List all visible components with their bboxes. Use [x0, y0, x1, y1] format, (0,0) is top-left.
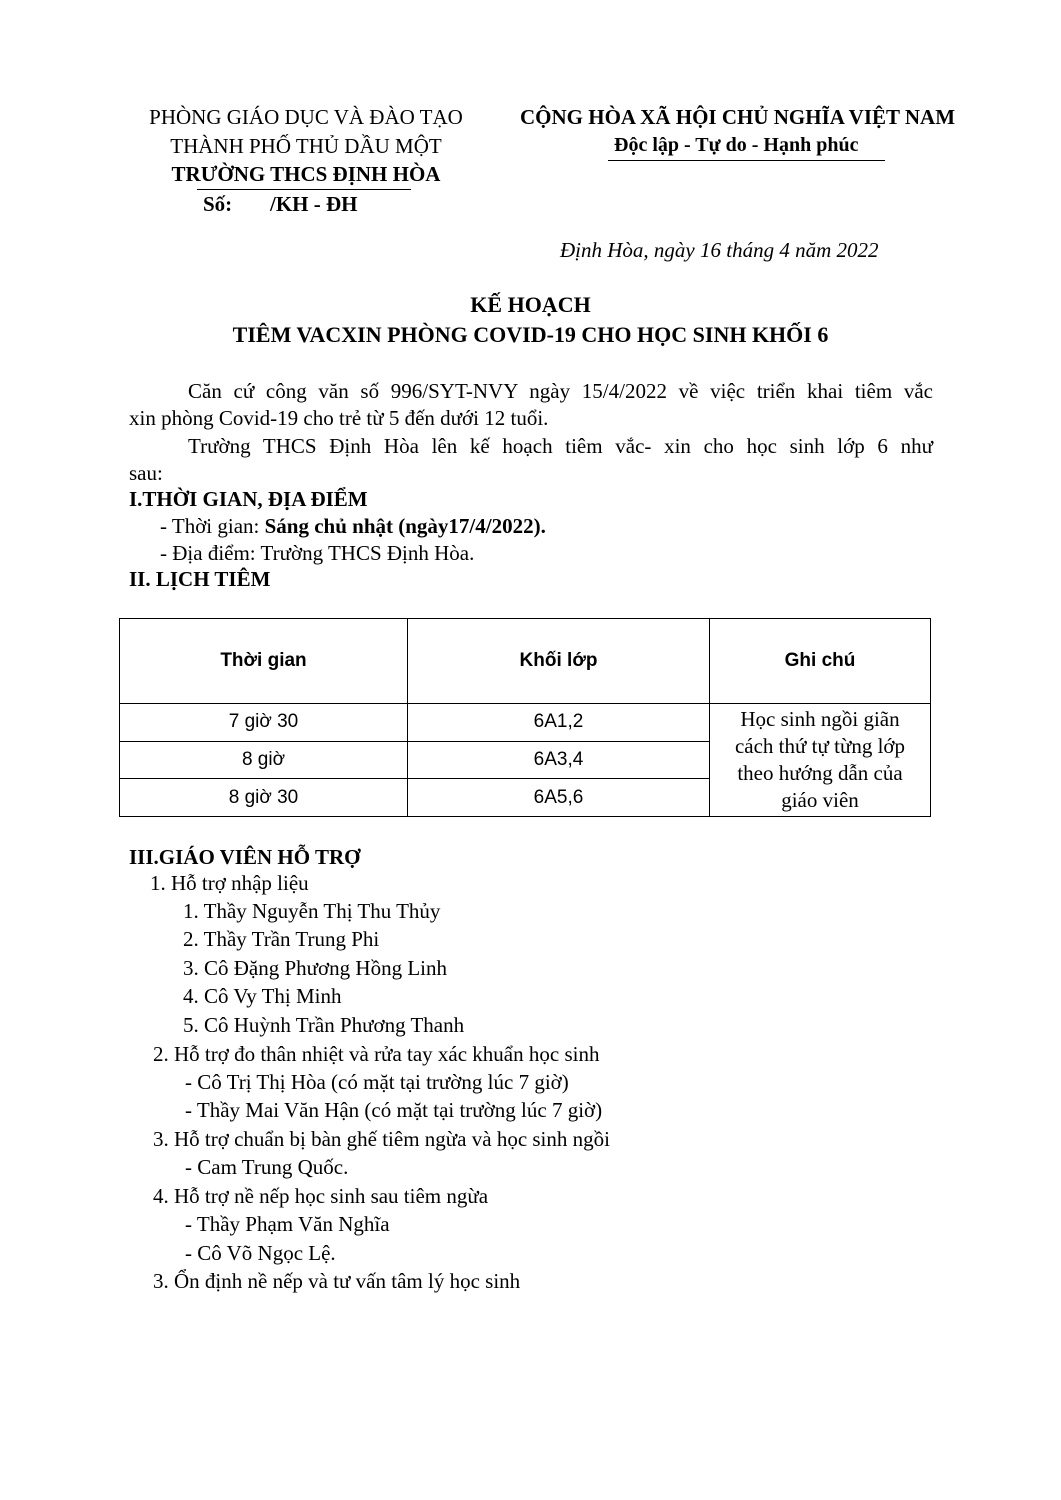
- header-time: Thời gian: [120, 619, 408, 704]
- city-name: THÀNH PHỐ THỦ DẦU MỘT: [170, 134, 442, 158]
- row-note: Học sinh ngồi giãn cách thứ tự từng lớp theo hướng dẫn của giáo viên: [710, 704, 931, 817]
- list-item: - Cô Võ Ngọc Lệ.: [185, 1241, 336, 1265]
- list-item: 2. Thầy Trần Trung Phi: [183, 927, 380, 951]
- task-item: 3. Ổn định nề nếp và tư vấn tâm lý học sinh: [153, 1269, 521, 1293]
- intro-p2-line1: Trường THCS Định Hòa lên kế hoạch tiêm vắc- xin cho học sinh lớp 6 như: [188, 434, 933, 458]
- section-1-time: [160, 514, 546, 539]
- doc-number-value: /KH - ĐH: [270, 192, 358, 216]
- row-class: 6A1,2: [408, 704, 710, 742]
- department-name: PHÒNG GIÁO DỤC VÀ ĐÀO TẠO: [149, 105, 463, 129]
- list-item: - Thầy Phạm Văn Nghĩa: [185, 1212, 390, 1236]
- row-time: 8 giờ: [120, 741, 408, 779]
- task-item: 2. Hỗ trợ đo thân nhiệt và rửa tay xác khuẩn học sinh: [153, 1042, 600, 1066]
- intro-p2-line2: sau:: [129, 461, 163, 485]
- table-row: [120, 704, 931, 742]
- doc-number-label: Số:: [203, 192, 233, 216]
- time-value: Sáng chủ nhật (ngày17/4/2022).: [264, 514, 546, 538]
- section-1-place: - Địa điểm: Trường THCS Định Hòa.: [160, 541, 475, 565]
- intro-p1-line1: Căn cứ công văn số 996/SYT-NVY ngày 15/4/2022 về việc triển khai tiêm vắc: [188, 379, 933, 403]
- date-line: Định Hòa, ngày 16 tháng 4 năm 2022: [560, 238, 879, 262]
- section-3-heading: III.GIÁO VIÊN HỖ TRỢ: [129, 845, 361, 869]
- title-line-2: TIÊM VACXIN PHÒNG COVID-19 CHO HỌC SINH KHỐI 6: [232, 322, 829, 347]
- task-item: 4. Hỗ trợ nề nếp học sinh sau tiêm ngừa: [153, 1184, 489, 1208]
- list-item: 1. Thầy Nguyễn Thị Thu Thủy: [183, 899, 441, 923]
- list-item: 4. Cô Vy Thị Minh: [183, 984, 342, 1008]
- intro-p1-line2: xin phòng Covid-19 cho trẻ từ 5 đến dưới 12 tuổi.: [129, 406, 549, 430]
- section-2-heading: II. LỊCH TIÊM: [129, 567, 271, 591]
- row-class: 6A5,6: [408, 779, 710, 817]
- row-time: 7 giờ 30: [120, 704, 408, 742]
- school-name: TRƯỜNG THCS ĐỊNH HÒA: [171, 162, 441, 186]
- list-item: 5. Cô Huỳnh Trần Phương Thanh: [183, 1013, 465, 1037]
- row-time: 8 giờ 30: [120, 779, 408, 817]
- row-class: 6A3,4: [408, 741, 710, 779]
- republic-name: CỘNG HÒA XÃ HỘI CHỦ NGHĨA VIỆT NAM: [520, 105, 956, 129]
- title-line-1: KẾ HOẠCH: [470, 292, 591, 317]
- list-item: 3. Cô Đặng Phương Hồng Linh: [183, 956, 447, 980]
- list-item: - Thầy Mai Văn Hận (có mặt tại trường lúc 7 giờ): [185, 1098, 603, 1122]
- schedule-table: [119, 618, 931, 817]
- table-header-row: [120, 619, 931, 704]
- task-item: 3. Hỗ trợ chuẩn bị bàn ghế tiêm ngừa và học sinh ngồi: [153, 1127, 610, 1151]
- school-underline: [197, 189, 411, 190]
- task-item: 1. Hỗ trợ nhập liệu: [150, 871, 309, 895]
- time-label: - Thời gian:: [160, 514, 265, 538]
- list-item: - Cam Trung Quốc.: [185, 1155, 349, 1179]
- header-class: Khối lớp: [408, 619, 710, 704]
- section-1-heading: I.THỜI GIAN, ĐỊA ĐIỂM: [129, 487, 368, 511]
- motto-underline: [608, 160, 885, 161]
- header-note: Ghi chú: [710, 619, 931, 704]
- list-item: - Cô Trị Thị Hòa (có mặt tại trường lúc 7 giờ): [185, 1070, 569, 1094]
- motto: Độc lập - Tự do - Hạnh phúc: [614, 134, 859, 156]
